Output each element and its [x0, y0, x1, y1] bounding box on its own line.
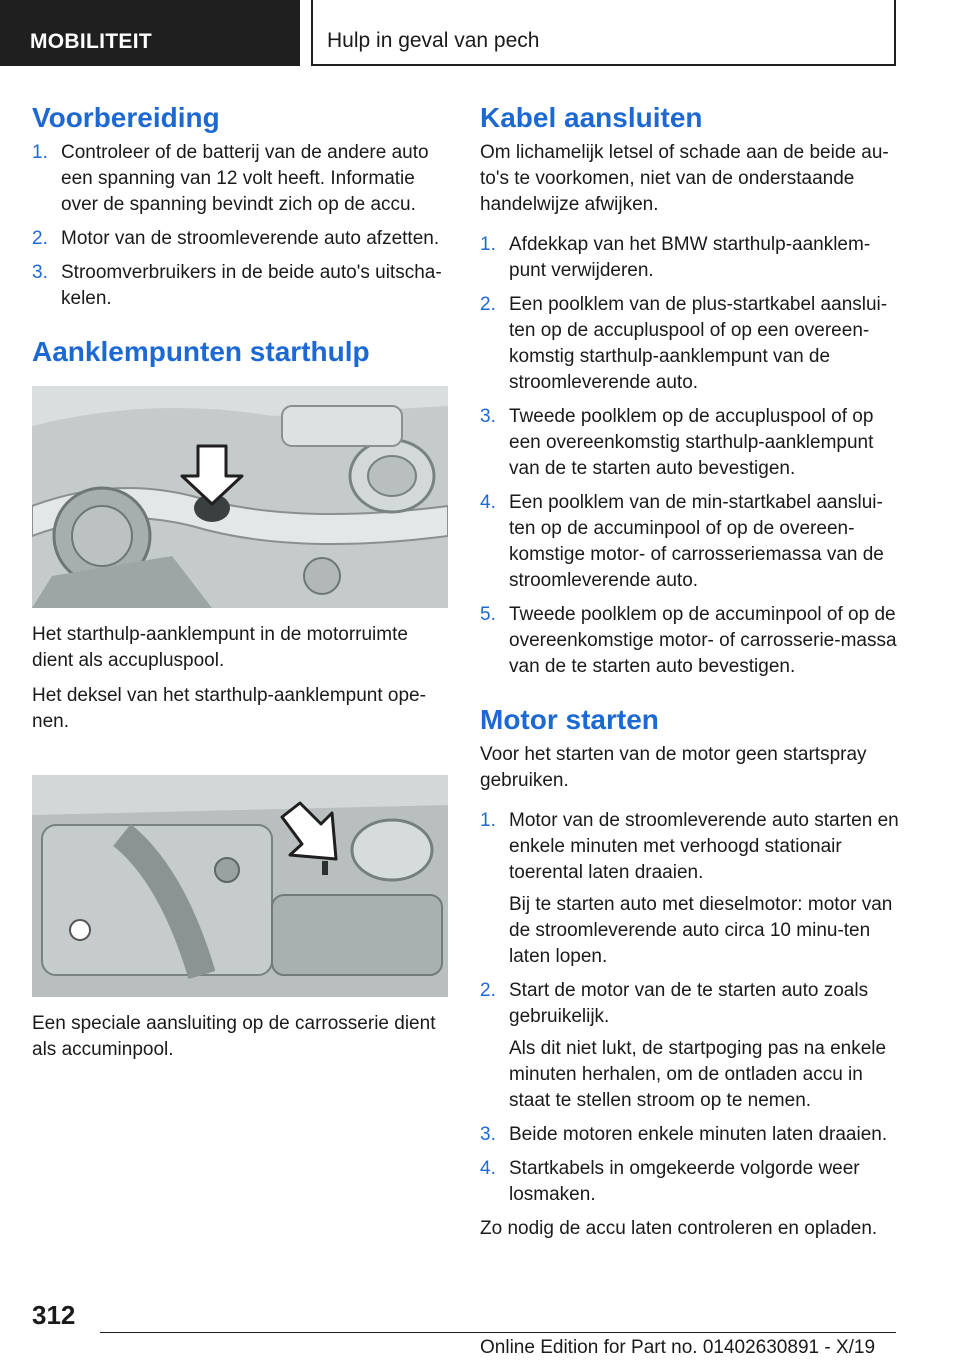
list-item — [480, 232, 900, 284]
page-header — [0, 0, 960, 66]
step-text: Startkabels in omgekeerde volgorde weer losmaken. — [509, 1158, 860, 1205]
caption-minus-terminal: Een speciale aansluiting op de carrosserie dient als accuminpool. — [32, 1013, 436, 1060]
start-heading: Motor starten — [480, 704, 659, 735]
cable-heading: Kabel aansluiten — [480, 102, 703, 133]
page-number: 312 — [32, 1300, 76, 1330]
caption-open-cover: Het deksel van het starthulp-aanklempunt ope-nen. — [32, 685, 426, 732]
step-text: Stroomverbruikers in de beide auto's uitscha-kelen. — [61, 262, 442, 309]
step-text: Tweede poolklem op de accuminpool of op de overeenkomstige motor- of carrosserie-massa van de te starten auto bevestigen. — [509, 604, 897, 677]
step-number: 4. — [480, 492, 496, 513]
step-number: 2. — [480, 980, 496, 1001]
list-item — [480, 1122, 900, 1148]
edition-note: Online Edition for Part no. 01402630891 - X/19 — [480, 1337, 876, 1358]
start-intro: Voor het starten van de motor geen startspray gebruiken. — [480, 744, 867, 791]
list-item — [480, 292, 900, 396]
points-heading: Aanklempunten starthulp — [32, 336, 370, 367]
step-text: Tweede poolklem op de accupluspool of op een overeenkomstig starthulp-aanklempunt van de te starten auto bevestigen. — [509, 406, 874, 479]
list-item — [32, 140, 452, 218]
cable-intro: Om lichamelijk letsel of schade aan de beide au-to's te voorkomen, niet van de onderstaande handelwijze afwijken. — [480, 142, 889, 215]
list-item — [480, 808, 900, 970]
step-note: Als dit niet lukt, de startpoging pas na enkele minuten herhalen, om de ontladen accu in staat te stellen stroom op te nemen. — [509, 1038, 887, 1111]
engine-bay-image-plus-terminal — [32, 386, 448, 608]
step-text: Beide motoren enkele minuten laten draaien. — [509, 1124, 888, 1145]
prep-heading: Voorbereiding — [32, 102, 220, 133]
closing-note: Zo nodig de accu laten controleren en opladen. — [480, 1218, 878, 1239]
list-item — [480, 978, 900, 1114]
step-number: 5. — [480, 604, 496, 625]
right-column — [480, 100, 900, 1251]
list-item — [32, 226, 452, 252]
step-number: 2. — [480, 294, 496, 315]
step-text: Een poolklem van de plus-startkabel aanslui-ten op de accupluspool of op een overeen-komstig starthulp-aanklempunt van de stroomleverende auto. — [509, 294, 888, 393]
cable-steps-list — [480, 232, 900, 680]
start-steps-list — [480, 808, 900, 1208]
list-item — [480, 1156, 900, 1208]
step-text: Motor van de stroomleverende auto afzetten. — [61, 228, 440, 249]
prep-steps-list — [32, 140, 452, 312]
step-number: 3. — [32, 262, 48, 283]
list-item — [480, 602, 900, 680]
engine-bay-image-minus-terminal — [32, 775, 448, 997]
step-text: Controleer of de batterij van de andere auto een spanning van 12 volt heeft. Informatie over de spanning bevindt zich op de accu. — [61, 142, 429, 215]
list-item — [32, 260, 452, 312]
step-number: 3. — [480, 1124, 496, 1145]
step-number: 1. — [480, 234, 496, 255]
left-column — [32, 100, 452, 1072]
chapter-tab: Hulp in geval van pech — [311, 0, 896, 66]
step-number: 3. — [480, 406, 496, 427]
step-text: Een poolklem van de min-startkabel aanslui-ten op de accuminpool of op de overeen-komstige motor- of carrosseriemassa van de stroomleverende auto. — [509, 492, 884, 591]
caption-plus-terminal: Het starthulp-aanklempunt in de motorruimte dient als accupluspool. — [32, 624, 408, 671]
step-number: 2. — [32, 228, 48, 249]
list-item — [480, 404, 900, 482]
step-text: Afdekkap van het BMW starthulp-aanklem-punt verwijderen. — [509, 234, 871, 281]
section-tab: MOBILITEIT — [0, 0, 300, 66]
step-number: 4. — [480, 1158, 496, 1179]
step-number: 1. — [32, 142, 48, 163]
step-text: Start de motor van de te starten auto zoals gebruikelijk. — [509, 980, 869, 1027]
list-item — [480, 490, 900, 594]
step-text: Motor van de stroomleverende auto starten en enkele minuten met verhoogd stationair toerental laten draaien. — [509, 810, 899, 883]
step-number: 1. — [480, 810, 496, 831]
step-note: Bij te starten auto met dieselmotor: motor van de stroomleverende auto circa 10 minu-ten laten lopen. — [509, 894, 893, 967]
footer-divider — [100, 1332, 896, 1333]
